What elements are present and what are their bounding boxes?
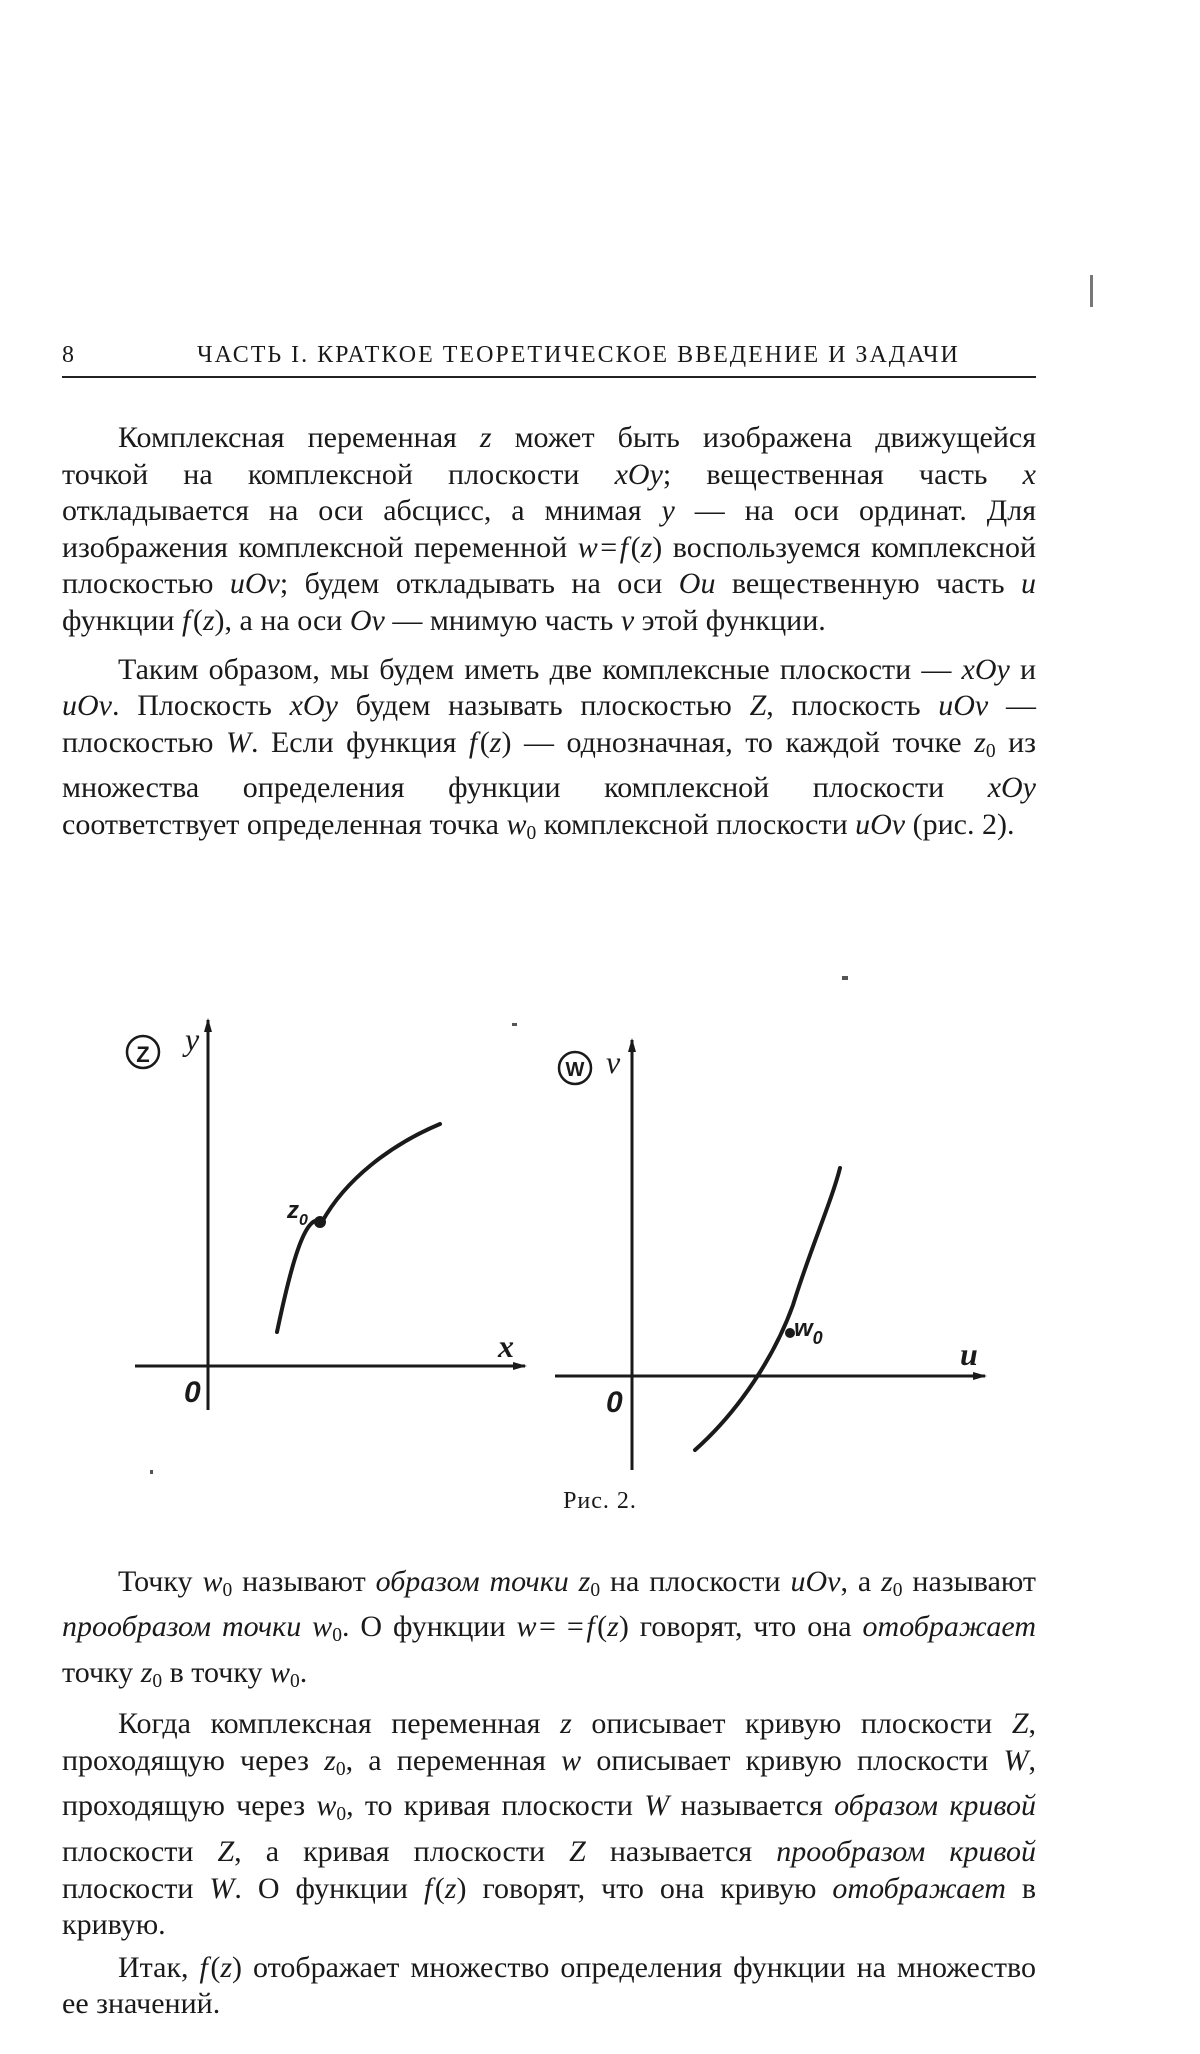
u-axis-label: u xyxy=(960,1336,978,1372)
origin-label: 0 xyxy=(606,1386,623,1419)
plane-w xyxy=(555,1040,985,1470)
v-axis-label: v xyxy=(606,1044,621,1080)
point-label-w0: $w_0$ xyxy=(794,1315,823,1348)
scan-speck xyxy=(842,976,848,980)
scan-speck xyxy=(1090,275,1093,307)
plane-badge-w xyxy=(559,1052,591,1084)
curve-w xyxy=(695,1168,840,1450)
figure-caption: Рис. 2. xyxy=(563,1488,637,1514)
running-header xyxy=(62,340,1036,378)
scan-speck xyxy=(512,1023,517,1026)
running-title: ЧАСТЬ I. КРАТКОЕ ТЕОРЕТИЧЕСКОЕ ВВЕДЕНИЕ И ЗАДАЧИ xyxy=(197,342,960,368)
y-axis-label: y xyxy=(185,1021,200,1057)
paragraph: Точку $w_0$ называют образом точки $z_0$ на плоскости uOv, а $z_0$ называют прообразом точки $w_0$. О функции w = = f (z) говорят, что она отображает точку $z_0$ в точку $w_0$. xyxy=(62,1565,1037,1692)
plane-z xyxy=(127,1020,525,1410)
scan-speck xyxy=(150,1470,153,1474)
body-text-upper xyxy=(62,420,1036,852)
paragraph: Когда комплексная переменная z описывает кривую плоскости Z, проходящую через $z_0$, а переменная w описывает кривую плоскости W, проходящую через $w_0$, то кривая плоскости W называется образом кривой плоскости Z, а кривая плоскости Z называется прообразом кривой плоскости W. О функции f (z) говорят, что она кривую отображает в кривую. xyxy=(62,1707,1037,1942)
plane-badge-z xyxy=(127,1036,159,1068)
paragraph: Итак, f (z) отображает множество определения функции на множество ее значений. xyxy=(62,1950,1036,2021)
paragraph: Комплексная переменная z может быть изображена движущейся точкой на комплексной плоскости xOy; вещественная часть x откладывается на оси абсцисс, а мнимая y — на оси ординат. Для изображения комплексной переменной w = f (z) воспользуемся комплексной плоскостью uOv; будем откладывать на оси Ou вещественную часть u функции f (z), а на оси Ov — мнимую часть v этой функции. xyxy=(62,421,1037,637)
svg-text:Z: Z xyxy=(136,1042,150,1067)
page-number: 8 xyxy=(62,342,76,368)
point-z0 xyxy=(314,1216,326,1228)
origin-label: 0 xyxy=(184,1376,201,1409)
svg-text:W: W xyxy=(565,1059,585,1081)
x-axis-label: x xyxy=(498,1328,514,1364)
body-text-lower xyxy=(62,1564,1036,2023)
paragraph: Таким образом, мы будем иметь две комплексные плоскости — xOy и uOv. Плоскость xOy будем называть плоскостью Z, плоскость uOv — плоскостью W. Если функция f (z) — однозначная, то каждой точке $z_0$ из множества определения функции комплексной плоскости xOy соответствует определенная точка $w_0$ комплексной плоскости uOv (рис. 2). xyxy=(62,652,1037,844)
figure-2 xyxy=(0,1000,1200,1480)
point-label-z0: $z_0$ xyxy=(287,1197,308,1229)
